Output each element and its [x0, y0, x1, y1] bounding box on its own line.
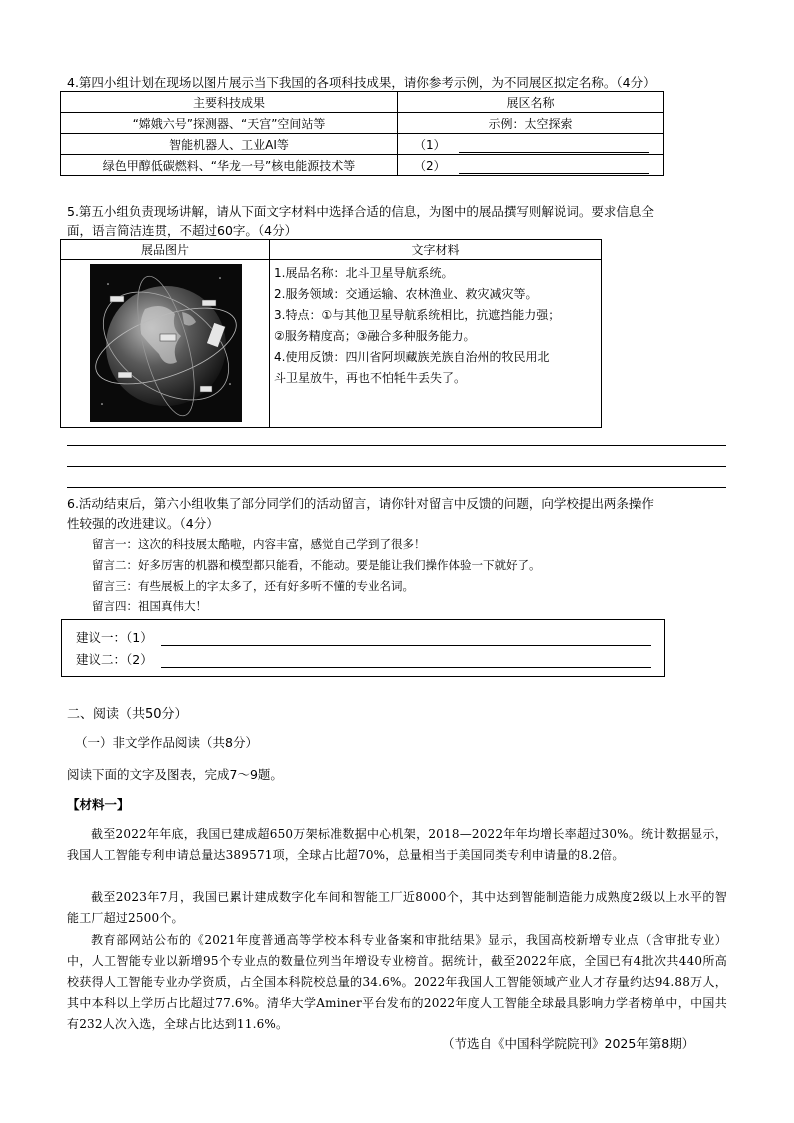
q4-header-name: 展区名称: [398, 92, 664, 113]
q4-answer-label-1: （1）: [414, 137, 446, 152]
q5-answer-line[interactable]: [67, 445, 726, 446]
material-paragraph-1: 截至2022年年底，我国已建成超650万架标准数据中心机架，2018—2022年年均增长率超过30%。统计数据显示，我国人工智能专利申请总量达389571项，全球占比超70%，总量相当于美国同类专利申请量的8.2倍。: [67, 827, 727, 862]
q6-message: 留言二：好多厉害的机器和模型都只能看，不能动。要是能让我们操作体验一下就好了。: [92, 558, 541, 572]
material-paragraph-2: 截至2023年7月，我国已累计建成数字化车间和智能工厂近8000个，其中达到智能制造能力成熟度2级以上水平的智能工厂超过2500个。: [67, 890, 727, 925]
q5-answer-line[interactable]: [67, 466, 726, 467]
q6-message: 留言三：有些展板上的字太多了，还有好多听不懂的专业名词。: [92, 579, 414, 593]
q5-material-line: 4.使用反馈：四川省阿坝藏族羌族自治州的牧民用北: [274, 350, 550, 364]
suggestion-1-line[interactable]: [161, 633, 651, 646]
subsection-title: （一）非文学作品阅读（共8分）: [75, 735, 258, 750]
q5-header-image: 展品图片: [61, 240, 270, 260]
q4-answer-cell-2[interactable]: [398, 155, 664, 176]
beidou-globe-image: [90, 264, 242, 422]
suggestion-2-label: 建议二：（2）: [76, 652, 153, 667]
suggestion-1-label: 建议一：（1）: [76, 630, 153, 645]
q4-answer-cell-1[interactable]: [398, 134, 664, 155]
q4-answer-label-2: （2）: [414, 158, 446, 173]
q4-name-cell: 示例：太空探索: [398, 113, 664, 134]
q5-material-line: 2.服务领域：交通运输、农林渔业、救灾减灾等。: [274, 287, 538, 301]
q5-material-line: 3.特点：①与其他卫星导航系统相比，抗遮挡能力强；: [274, 308, 561, 322]
reading-instruction: 阅读下面的文字及图表，完成7～9题。: [67, 767, 283, 782]
q5-answer-line[interactable]: [67, 487, 726, 488]
table-row: [61, 155, 664, 176]
q4-achievement-cell: 绿色甲醇低碳燃料、“华龙一号”核电能源技术等: [61, 155, 398, 176]
q6-stem-line2: 性较强的改进建议。（4分）: [67, 516, 219, 531]
q4-answer-line-2[interactable]: [459, 161, 649, 174]
q6-suggestion-box: [61, 619, 665, 677]
q4-answer-line-1[interactable]: [459, 140, 649, 153]
suggestion-1[interactable]: [76, 628, 651, 646]
q5-stem-line2: 面，语言简洁连贯，不超过60字。（4分）: [67, 223, 298, 238]
material-label: 【材料一】: [67, 797, 130, 812]
q6-message: 留言四：祖国真伟大！: [92, 599, 207, 613]
q5-material-cell: [270, 260, 602, 428]
q4-achievement-cell: “嫦娥六号”探测器、“天宫”空间站等: [61, 113, 398, 134]
q5-material-line: ②服务精度高；③融合多种服务能力。: [274, 329, 476, 343]
q4-achievement-cell: 智能机器人、工业AI等: [61, 134, 398, 155]
section-title: 二、阅读（共50分）: [67, 707, 188, 722]
q5-stem-line1: 5.第五小组负责现场讲解，请从下面文字材料中选择合适的信息，为图中的展品撰写则解说词。要求信息全: [67, 204, 654, 219]
q5-material-line: 1.展品名称：北斗卫星导航系统。: [274, 266, 454, 280]
q4-header-achievement: 主要科技成果: [61, 92, 398, 113]
q4-stem: 4.第四小组计划在现场以图片展示当下我国的各项科技成果，请你参考示例，为不同展区拟定名称。（4分）: [67, 75, 656, 90]
table-row: [61, 113, 664, 134]
q6-message: 留言一：这次的科技展太酷啦，内容丰富，感觉自己学到了很多！: [92, 537, 426, 551]
material-paragraph-3: 教育部网站公布的《2021年度普通高等学校本科专业备案和审批结果》显示，我国高校新增专业点（含审批专业）中，人工智能专业以新增95个专业点的数量位列当年增设专业榜首。据统计，截至2022年底，全国已有4批次共440所高校获得人工智能专业办学资质，占全国本科院校总量的34.6%。2022年我国人工智能领域产业人才存量约达94.88万人，其中本科以上学历占比超过77.6%。清华大学Aminer平台发布的2022年度人工智能全球最具影响力学者榜单中，中国共有232人次入选，全球占比达到11.6%。: [67, 933, 727, 1031]
suggestion-2[interactable]: [76, 650, 651, 668]
material-source: （节选自《中国科学院院刊》2025年第8期）: [442, 1036, 695, 1051]
q5-header-material: 文字材料: [270, 240, 602, 260]
q5-material-line: 斗卫星放牛，再也不怕牦牛丢失了。: [274, 371, 467, 385]
suggestion-2-line[interactable]: [161, 655, 651, 668]
q4-table: [60, 91, 664, 176]
q6-stem-line1: 6.活动结束后，第六小组收集了部分同学们的活动留言，请你针对留言中反馈的问题，向学校提出两条操作: [67, 496, 654, 511]
table-row: [61, 134, 664, 155]
